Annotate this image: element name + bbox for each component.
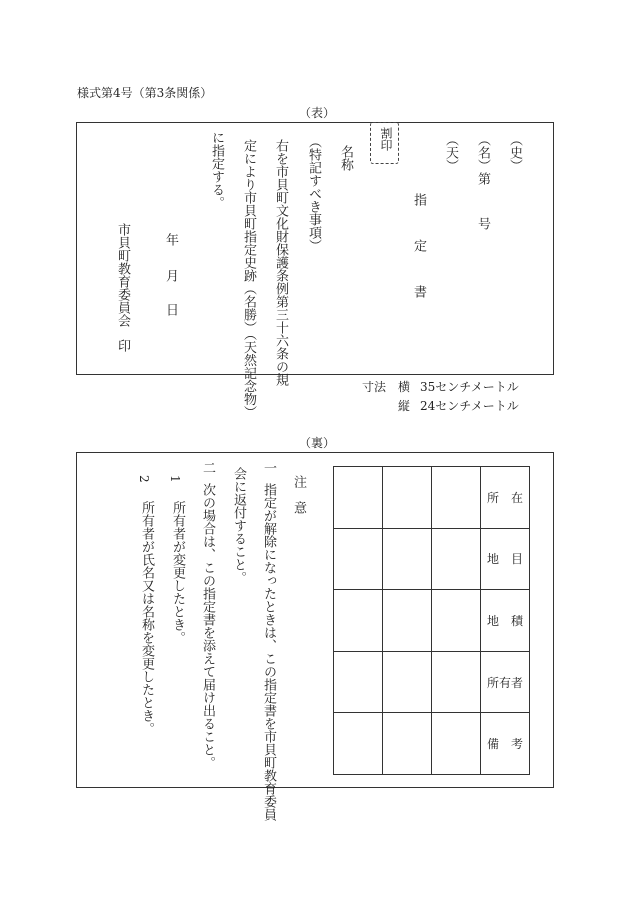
- category-scenic-number: （名）第: [475, 133, 490, 185]
- special-notes-label: （特記すべき事項）: [306, 135, 321, 252]
- note1-number: 一: [261, 461, 276, 474]
- note1-line1: 指定が解除になったときは、この指定書を市貝町教育委員: [261, 483, 276, 821]
- table-label-area: 地 積: [481, 590, 530, 652]
- tally-seal-label: 割印: [379, 127, 393, 151]
- back-label: （裏）: [299, 436, 336, 450]
- table-cell-empty: [383, 713, 432, 775]
- table-cell-empty: [334, 713, 383, 775]
- sub2-text: 所有者が氏名又は名称を変更したとき。: [139, 501, 154, 735]
- table-cell-empty: [334, 651, 383, 713]
- number-suffix: 号: [475, 217, 490, 230]
- table-cell-empty: [334, 590, 383, 652]
- category-natural: （天）: [443, 133, 458, 172]
- sub2-number: 2: [137, 475, 151, 483]
- size-label: 寸法: [362, 380, 387, 394]
- table-label-location: 所 在: [481, 467, 530, 529]
- table-cell-empty: [432, 528, 481, 590]
- doc-title-3: 書: [411, 285, 426, 298]
- table-cell-empty: [383, 590, 432, 652]
- property-table: [333, 466, 530, 775]
- issuer-seal: 印: [115, 339, 130, 352]
- size-height-label: 縦: [398, 399, 411, 413]
- table-cell-empty: [383, 528, 432, 590]
- note2-number: 二: [200, 461, 215, 474]
- table-cell-empty: [432, 467, 481, 529]
- form-number: 様式第4号（第3条関係）: [77, 86, 213, 100]
- sub1-number: 1: [168, 475, 182, 483]
- date-year: 年: [163, 233, 178, 246]
- table-cell-empty: [432, 713, 481, 775]
- body-line-2: 定により市貝町指定史跡（名勝）（天然記念物）: [241, 139, 256, 419]
- table-cell-empty: [432, 590, 481, 652]
- table-cell-empty: [334, 528, 383, 590]
- issuer-name: 市貝町教育委員会: [115, 223, 130, 327]
- table-label-land-category: 地 目: [481, 528, 530, 590]
- note1-line2: 会に返付すること。: [231, 467, 246, 584]
- table-cell-empty: [383, 467, 432, 529]
- doc-title-2: 定: [411, 239, 426, 252]
- table-label-owner: 所有者: [481, 651, 530, 713]
- body-line-1: 右を市貝町文化財保護条例第三十六条の規: [273, 139, 288, 386]
- category-history: （史）: [507, 133, 522, 172]
- back-panel: [76, 452, 554, 821]
- body-line-3: に指定する。: [209, 131, 224, 209]
- table-cell-empty: [334, 467, 383, 529]
- date-month: 月: [163, 269, 178, 282]
- table-label-remarks: 備 考: [481, 713, 530, 775]
- size-width-label: 横: [398, 380, 411, 394]
- note2-text: 次の場合は、この指定書を添えて届け出ること。: [200, 483, 215, 769]
- date-day: 日: [163, 303, 178, 316]
- front-label: （表）: [299, 106, 336, 120]
- doc-title-1: 指: [411, 193, 426, 206]
- size-height-value: 24センチメートル: [420, 399, 519, 413]
- table-cell-empty: [432, 651, 481, 713]
- notes-title: 注 意: [291, 475, 306, 514]
- size-width-value: 35センチメートル: [420, 380, 519, 394]
- name-label: 名称: [338, 145, 353, 171]
- sub1-text: 所有者が変更したとき。: [170, 501, 185, 644]
- table-cell-empty: [383, 651, 432, 713]
